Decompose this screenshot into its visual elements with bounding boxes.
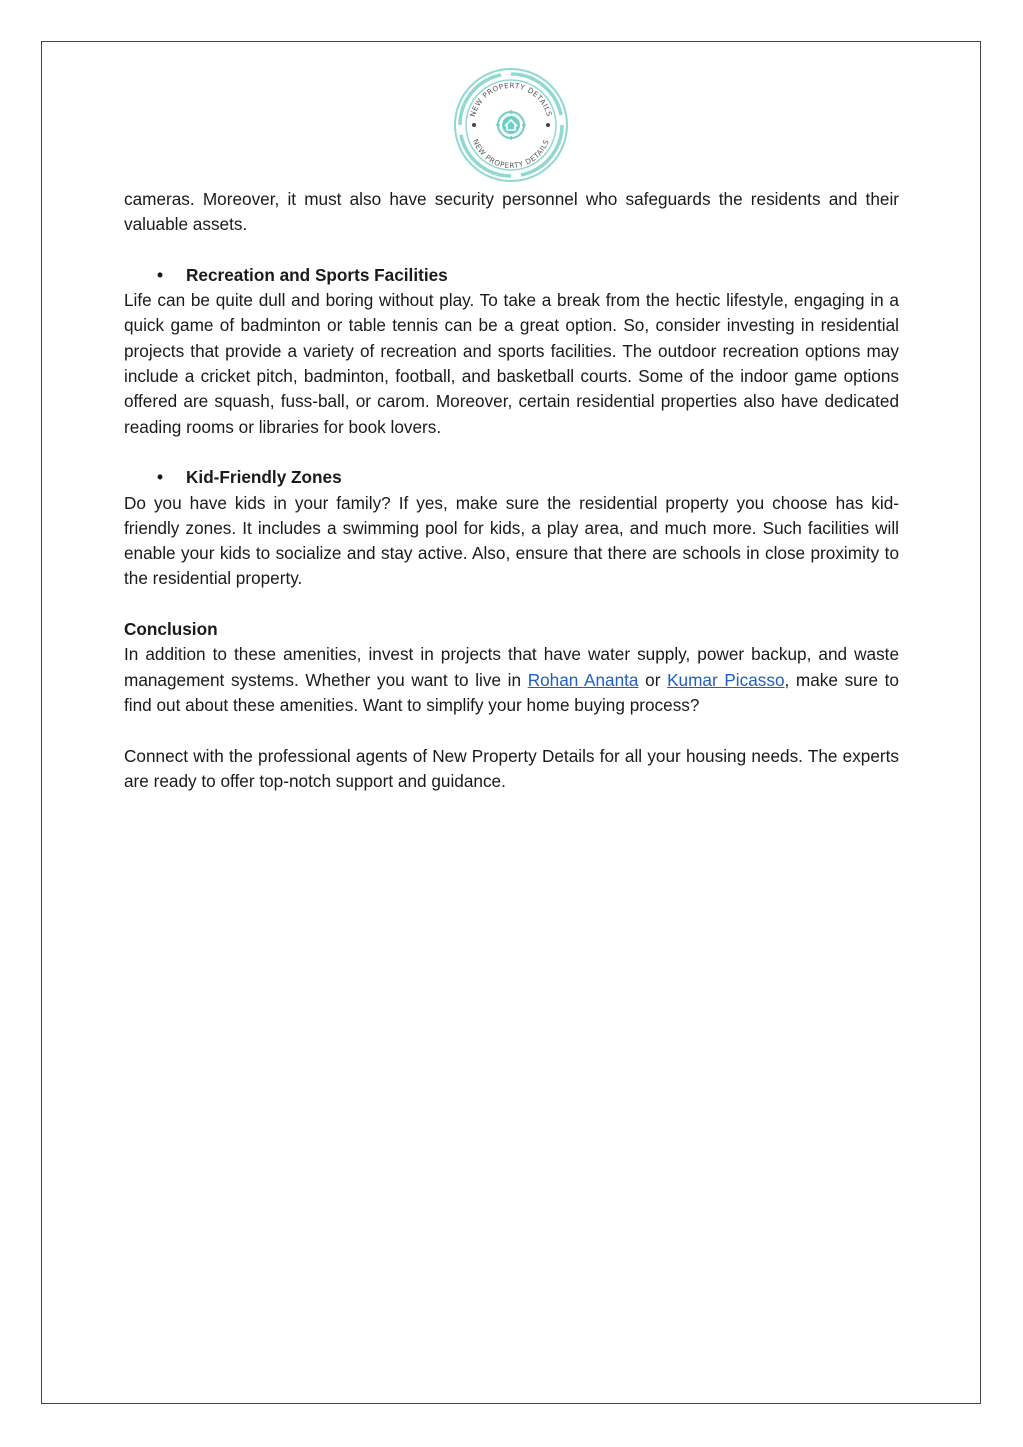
recreation-paragraph: Life can be quite dull and boring without play. To take a break from the hectic lifestyle, engaging in a quick game of badminton or table tennis can be a great option. So, consider investing in residential projects that provide a variety of recreation and sports facilities. The outdoor recreation options may include a cricket pitch, badminton, football, and basketball courts. Some of the indoor game options offered are squash, fuss-ball, or carom. Moreover, certain residential properties also have dedicated reading rooms or libraries for book lovers. <box>124 290 899 437</box>
conclusion-paragraph <box>124 642 899 718</box>
company-logo <box>452 66 570 184</box>
kids-paragraph: Do you have kids in your family? If yes, make sure the residential property you choose has kid-friendly zones. It includes a swimming pool for kids, a play area, and much more. Such facilities will enable your kids to socialize and stay active. Also, ensure that there are schools in close proximity to the residential property. <box>124 492 899 589</box>
kids-heading <box>124 465 899 490</box>
recreation-heading <box>124 263 899 288</box>
bullet-icon: • <box>157 467 164 488</box>
final-paragraph: Connect with the professional agents of New Property Details for all your housing needs. The experts are ready to offer top-notch support and guidance. <box>124 745 899 791</box>
kids-heading-text: Kid-Friendly Zones <box>186 467 342 488</box>
logo-text-bottom: NEW PROPERTY DETAILS <box>470 137 551 171</box>
logo-text-top: NEW PROPERTY DETAILS <box>467 80 554 118</box>
recreation-heading-text: Recreation and Sports Facilities <box>186 264 448 285</box>
conclusion-text-between: or <box>638 669 668 690</box>
intro-paragraph: cameras. Moreover, it must also have security personnel who safeguards the residents and their valuable assets. <box>124 189 899 235</box>
bullet-icon: • <box>157 264 164 285</box>
conclusion-text-after: , make sure to find out about these amenities. Want to simplify your home buying process? <box>124 669 899 715</box>
home-icon <box>496 110 526 140</box>
rohan-ananta-link[interactable]: Rohan Ananta <box>527 669 639 690</box>
conclusion-text-before: In addition to these amenities, invest in projects that have water supply, power backup, and waste management systems. Whether you want to live in <box>124 644 899 690</box>
document-body <box>124 187 899 794</box>
kumar-picasso-link[interactable]: Kumar Picasso <box>667 669 785 690</box>
conclusion-heading: Conclusion <box>124 619 218 640</box>
